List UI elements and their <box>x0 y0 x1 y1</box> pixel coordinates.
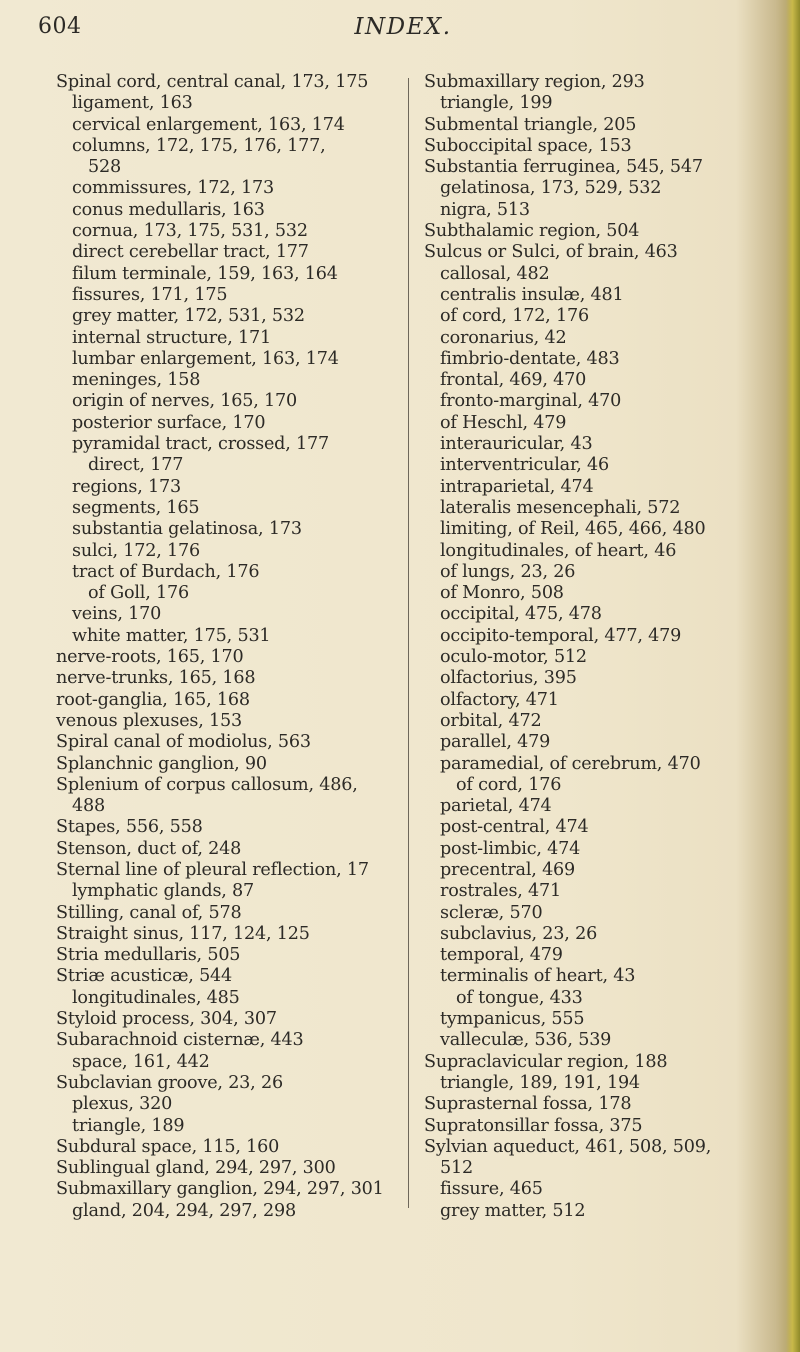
index-entry: of Monro, 508 <box>440 583 564 604</box>
index-entry: interventricular, 46 <box>440 455 609 476</box>
index-entry: lumbar enlargement, 163, 174 <box>72 348 339 369</box>
index-entry: veins, 170 <box>72 604 162 625</box>
page-number: 604 <box>38 14 82 39</box>
index-entry: nerve-trunks, 165, 168 <box>56 668 256 689</box>
index-entry: triangle, 199 <box>440 93 553 114</box>
index-entry: gelatinosa, 173, 529, 532 <box>440 178 662 199</box>
index-entry: Suprasternal fossa, 178 <box>424 1094 632 1115</box>
index-entry: Stapes, 556, 558 <box>56 817 203 838</box>
index-entry: origin of nerves, 165, 170 <box>72 391 298 412</box>
index-entry: paramedial, of cerebrum, 470 <box>440 753 701 774</box>
index-entry: Subclavian groove, 23, 26 <box>56 1072 283 1093</box>
column-divider <box>408 78 409 1208</box>
index-entry: Sternal line of pleural reflection, 17 <box>56 859 369 880</box>
index-entry: space, 161, 442 <box>72 1051 210 1072</box>
index-entry: posterior surface, 170 <box>72 412 266 433</box>
index-entry: meninges, 158 <box>72 370 201 391</box>
index-entry: of tongue, 433 <box>456 987 583 1008</box>
index-entry: Subthalamic region, 504 <box>424 221 640 242</box>
index-entry: fimbrio-dentate, 483 <box>440 348 620 369</box>
index-entry: Sublingual gland, 294, 297, 300 <box>56 1158 336 1179</box>
index-entry: of cord, 176 <box>456 774 562 795</box>
index-entry: 488 <box>72 796 105 817</box>
running-title: INDEX. <box>354 14 452 40</box>
index-entry: intraparietal, 474 <box>440 476 594 497</box>
index-entry: nigra, 513 <box>440 199 530 220</box>
index-entry: triangle, 189, 191, 194 <box>440 1072 640 1093</box>
index-entry: plexus, 320 <box>72 1094 173 1115</box>
index-entry: nerve-roots, 165, 170 <box>56 647 244 668</box>
index-entry: direct cerebellar tract, 177 <box>72 242 309 263</box>
index-entry: Styloid process, 304, 307 <box>56 1009 277 1030</box>
index-entry: segments, 165 <box>72 497 200 518</box>
index-entry: scleræ, 570 <box>440 902 543 923</box>
index-entry: centralis insulæ, 481 <box>440 284 624 305</box>
index-entry: post-limbic, 474 <box>440 838 581 859</box>
index-entry: limiting, of Reil, 465, 466, 480 <box>440 519 706 540</box>
index-entry: Spiral canal of modiolus, 563 <box>56 732 311 753</box>
index-entry: commissures, 172, 173 <box>72 178 275 199</box>
index-entry: sulci, 172, 176 <box>72 540 200 561</box>
index-entry: Sulcus or Sulci, of brain, 463 <box>424 242 678 263</box>
index-entry: olfactorius, 395 <box>440 668 577 689</box>
index-entry: rostrales, 471 <box>440 881 562 902</box>
index-entry: gland, 204, 294, 297, 298 <box>72 1200 297 1221</box>
index-entry: grey matter, 512 <box>440 1200 586 1221</box>
index-entry: Straight sinus, 117, 124, 125 <box>56 923 310 944</box>
index-entry: pyramidal tract, crossed, 177 <box>72 434 330 455</box>
index-entry: venous plexuses, 153 <box>56 710 243 731</box>
index-entry: lateralis mesencephali, 572 <box>440 497 681 518</box>
index-entry: Stilling, canal of, 578 <box>56 902 242 923</box>
index-entry: parallel, 479 <box>440 732 551 753</box>
index-entry: interauricular, 43 <box>440 434 593 455</box>
index-entry: Striæ acusticæ, 544 <box>56 966 233 987</box>
index-entry: direct, 177 <box>88 455 184 476</box>
index-entry: of cord, 172, 176 <box>440 306 589 327</box>
index-entry: Stenson, duct of, 248 <box>56 838 242 859</box>
index-entry: Subdural space, 115, 160 <box>56 1136 280 1157</box>
index-entry: Spinal cord, central canal, 173, 175 <box>56 72 369 92</box>
index-entry: Submental triangle, 205 <box>424 114 637 135</box>
index-entry: columns, 172, 175, 176, 177, <box>72 135 326 156</box>
index-entry: cervical enlargement, 163, 174 <box>72 114 345 135</box>
index-entry: post-central, 474 <box>440 817 589 838</box>
index-entry: orbital, 472 <box>440 710 542 731</box>
index-entry: frontal, 469, 470 <box>440 370 587 391</box>
index-entry: Splenium of corpus callosum, 486, <box>56 774 358 795</box>
index-entry: longitudinales, 485 <box>72 987 240 1008</box>
index-entry: Subarachnoid cisternæ, 443 <box>56 1030 304 1051</box>
index-entry: filum terminale, 159, 163, 164 <box>72 263 338 284</box>
index-entry: callosal, 482 <box>440 263 550 284</box>
index-entry: Submaxillary region, 293 <box>424 72 645 92</box>
index-entry: Supratonsillar fossa, 375 <box>424 1115 643 1136</box>
index-entry: tympanicus, 555 <box>440 1009 585 1030</box>
index-entry: of lungs, 23, 26 <box>440 561 576 582</box>
index-entry: cornua, 173, 175, 531, 532 <box>72 221 308 242</box>
index-entry: fronto-marginal, 470 <box>440 391 622 412</box>
index-entry: terminalis of heart, 43 <box>440 966 636 987</box>
page-header <box>38 14 768 54</box>
index-entry: Stria medullaris, 505 <box>56 945 241 966</box>
index-entry: Suboccipital space, 153 <box>424 135 632 156</box>
index-entry: tract of Burdach, 176 <box>72 561 260 582</box>
index-entry: parietal, 474 <box>440 796 552 817</box>
index-entry: oculo-motor, 512 <box>440 647 587 668</box>
index-entry: grey matter, 172, 531, 532 <box>72 306 305 327</box>
index-entry: fissures, 171, 175 <box>72 284 228 305</box>
index-entry: 512 <box>440 1158 473 1179</box>
index-entry: of Goll, 176 <box>88 583 189 604</box>
index-entry: of Heschl, 479 <box>440 412 567 433</box>
index-entry: longitudinales, of heart, 46 <box>440 540 677 561</box>
index-entry: temporal, 479 <box>440 945 563 966</box>
index-entry: white matter, 175, 531 <box>72 625 271 646</box>
index-entry: occipito-temporal, 477, 479 <box>440 625 682 646</box>
index-entry: valleculæ, 536, 539 <box>440 1030 612 1051</box>
index-entry: lymphatic glands, 87 <box>72 881 255 902</box>
index-entry: Supraclavicular region, 188 <box>424 1051 668 1072</box>
index-entry: occipital, 475, 478 <box>440 604 602 625</box>
index-column-left <box>56 72 398 1222</box>
index-entry: coronarius, 42 <box>440 327 567 348</box>
index-entry: subclavius, 23, 26 <box>440 923 598 944</box>
index-entry: triangle, 189 <box>72 1115 185 1136</box>
index-entry: root-ganglia, 165, 168 <box>56 689 250 710</box>
index-entry: ligament, 163 <box>72 93 193 114</box>
index-entry: Submaxillary ganglion, 294, 297, 301 <box>56 1179 384 1200</box>
index-entry: fissure, 465 <box>440 1179 543 1200</box>
index-entry: internal structure, 171 <box>72 327 271 348</box>
index-entry: 528 <box>88 157 121 178</box>
index-entry: Substantia ferruginea, 545, 547 <box>424 157 703 178</box>
index-entry: precentral, 469 <box>440 859 576 880</box>
index-entry: conus medullaris, 163 <box>72 199 265 220</box>
index-entry: olfactory, 471 <box>440 689 559 710</box>
index-entry: regions, 173 <box>72 476 182 497</box>
index-entry: Sylvian aqueduct, 461, 508, 509, <box>424 1136 712 1157</box>
index-entry: substantia gelatinosa, 173 <box>72 519 302 540</box>
index-column-right <box>424 72 794 1222</box>
index-entry: Splanchnic ganglion, 90 <box>56 753 267 774</box>
